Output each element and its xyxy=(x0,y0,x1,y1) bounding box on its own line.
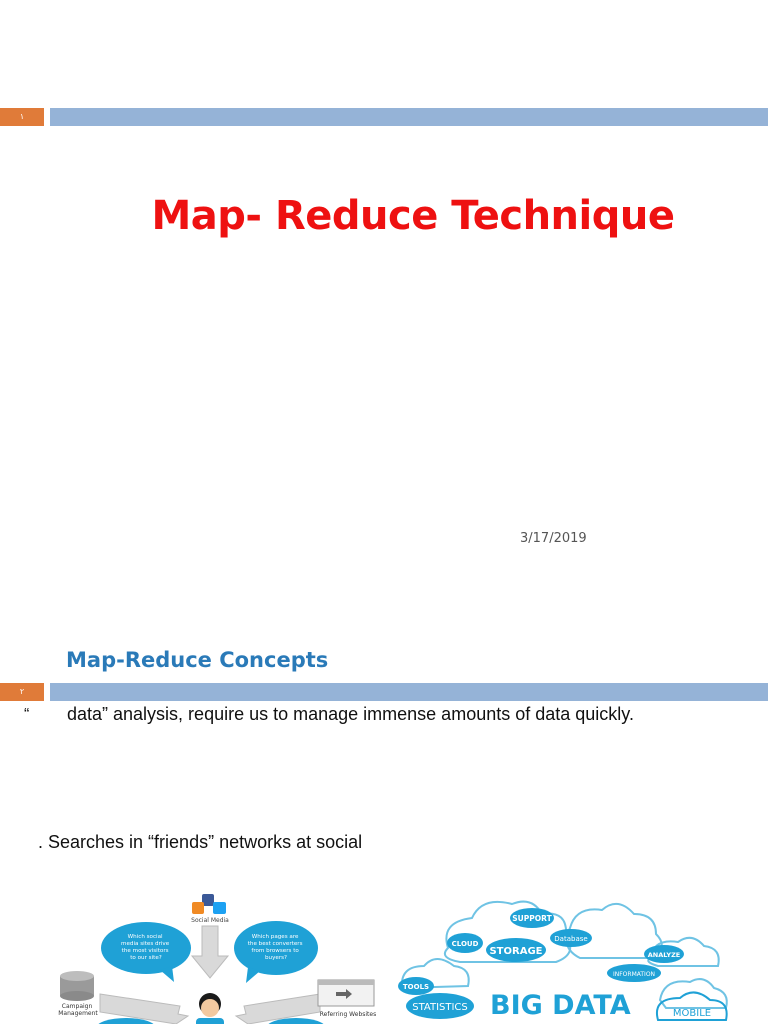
header-bar xyxy=(50,683,768,701)
cloud-label: SUPPORT xyxy=(512,914,552,923)
cloud-label: ANALYZE xyxy=(647,951,681,959)
bubble-right-text: Which pages are xyxy=(251,934,299,940)
svg-text:Campaign Management xyxy=(58,1003,98,1017)
body-text-line-1: data” analysis, require us to manage immense amounts of data quickly. xyxy=(67,704,634,724)
cloud-mobile xyxy=(657,992,727,1020)
analytics-diagram xyxy=(30,888,390,1024)
cloud-database xyxy=(550,929,592,947)
cloud-label: INFORMATION xyxy=(612,971,656,978)
cloud-label: Database xyxy=(554,935,588,943)
slide-date: 3/17/2019 xyxy=(520,531,587,546)
bubble-right-text: buyers? xyxy=(264,955,288,961)
cloud-storage xyxy=(486,938,546,962)
cloud-analyze xyxy=(644,945,684,963)
social-media-icons xyxy=(192,894,226,914)
cloud-label: STATISTICS xyxy=(412,1002,468,1013)
campaign-label: Campaign xyxy=(61,1003,93,1010)
cloud-label: CLOUD xyxy=(451,940,479,948)
bubble-left-text: Which social xyxy=(127,934,163,940)
bubble-left-text: the most visitors xyxy=(121,948,169,954)
cloud-support xyxy=(510,908,554,928)
cloud-label: TOOLS xyxy=(402,983,430,991)
cloud-label: STORAGE xyxy=(489,946,543,957)
slide-2 xyxy=(0,620,768,1024)
referring-label: Referring Websites xyxy=(319,1011,377,1018)
cloud-cloud xyxy=(447,933,483,953)
social-media-label: Social Media xyxy=(191,917,229,924)
bubble-right-text: from browsers to xyxy=(251,948,299,954)
person-icon xyxy=(196,993,224,1024)
bubble-left-text: media sites drive xyxy=(121,941,170,947)
arrow-down-icon xyxy=(192,926,228,978)
header-bar xyxy=(50,108,768,126)
slide-title: Map- Reduce Technique xyxy=(151,193,675,239)
bubble-right-text: the best converters xyxy=(247,941,303,947)
cloud-tools xyxy=(398,977,434,995)
slide-number: ٢ xyxy=(0,683,44,701)
cloud-statistics xyxy=(406,993,474,1019)
body-text-line-2: . Searches in “friends” networks at social xyxy=(38,832,363,852)
browser-window-icon xyxy=(318,980,374,1006)
slide-number: ١ xyxy=(0,108,44,126)
big-data-cloud-diagram xyxy=(390,888,768,1024)
bubble-left-text: to our site? xyxy=(130,955,162,961)
bullet-quote: “ xyxy=(24,706,30,723)
cloud-label: MOBILE xyxy=(672,1008,712,1019)
big-data-label: BIG DATA xyxy=(490,990,631,1021)
campaign-label: Management xyxy=(58,1010,98,1017)
cloud-information xyxy=(607,964,661,982)
database-icon xyxy=(60,971,94,1001)
slide-title: Map-Reduce Concepts xyxy=(66,648,329,672)
